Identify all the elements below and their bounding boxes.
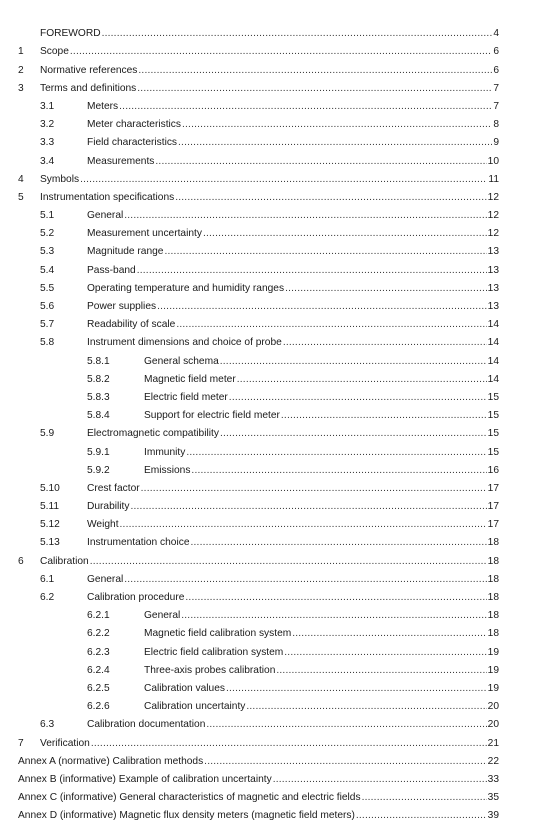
toc-entry-page-number: 11 (488, 173, 499, 185)
toc-entry-page-number: 18 (487, 537, 499, 549)
toc-entry[interactable] (18, 386, 499, 404)
toc-entry-title: Instrumentation choice (87, 537, 190, 549)
dot-leader (119, 101, 492, 113)
toc-entry[interactable] (18, 568, 499, 586)
toc-annex-entry[interactable] (18, 750, 499, 768)
toc-entry-page-number: 18 (487, 573, 499, 585)
toc-entry-page-number: 14 (487, 355, 499, 367)
toc-entry-title: General (144, 610, 181, 622)
toc-entry-number: 5.13 (40, 537, 60, 549)
toc-entry-number: 5.2 (40, 228, 55, 240)
toc-entry[interactable] (18, 659, 499, 677)
dot-leader (226, 683, 487, 695)
toc-entry[interactable] (18, 240, 499, 258)
toc-entry-page-number: 6 (493, 64, 499, 76)
toc-entry[interactable] (18, 640, 499, 658)
toc-entry[interactable] (18, 531, 499, 549)
toc-entry[interactable] (18, 149, 499, 167)
toc-entry[interactable] (18, 131, 499, 149)
toc-entry[interactable] (18, 95, 499, 113)
toc-entry-page-number: 18 (487, 555, 499, 567)
toc-entry-number: 5.9 (40, 428, 55, 440)
toc-entry-page-number: 22 (487, 755, 499, 767)
toc-entry-page-number: 12 (487, 210, 499, 222)
dot-leader (141, 483, 487, 495)
toc-entry-title: Electric field meter (144, 391, 228, 403)
toc-annex-entry[interactable] (18, 804, 499, 822)
toc-entry[interactable] (18, 313, 499, 331)
toc-entry-page-number: 8 (493, 119, 499, 131)
toc-entry-page-number: 15 (487, 446, 499, 458)
toc-entry-page-number: 15 (487, 428, 499, 440)
toc-entry-number: 5.12 (40, 519, 60, 531)
toc-entry-number: 3.4 (40, 155, 55, 167)
toc-entry-title: Calibration procedure (87, 592, 185, 603)
toc-entry[interactable] (18, 622, 499, 640)
toc-entry-title: Crest factor (87, 482, 140, 494)
toc-entry-number: 5.8.3 (87, 391, 110, 403)
dot-leader (229, 392, 487, 404)
toc-entry-number: 5.6 (40, 301, 55, 312)
toc-entry-title: Annex C (informative) General characteristics of magnetic and electric fields (18, 792, 361, 804)
dot-leader (186, 447, 486, 459)
dot-leader (292, 628, 486, 640)
toc-entry-number: 3 (18, 82, 24, 94)
toc-entry-title: Emissions (144, 464, 191, 476)
toc-entry-number: 5.8 (40, 337, 55, 349)
toc-entry-page-number: 14 (487, 373, 499, 385)
dot-leader (91, 738, 487, 750)
dot-leader (356, 810, 487, 822)
toc-entry-title: Support for electric field meter (144, 410, 280, 422)
toc-entry-title: Magnetic field meter (144, 373, 236, 385)
toc-entry[interactable] (18, 731, 499, 749)
toc-entry[interactable] (18, 77, 499, 95)
dot-leader (182, 119, 492, 131)
toc-entry-number: 6.2.1 (87, 610, 110, 622)
toc-entry-title: FOREWORD (40, 28, 101, 40)
toc-entry[interactable] (18, 186, 499, 204)
toc-entry[interactable] (18, 713, 499, 731)
toc-entry-page-number: 7 (493, 82, 499, 94)
toc-entry-page-number: 15 (487, 391, 499, 403)
toc-entry-number: 3.1 (40, 100, 55, 112)
toc-entry-title: Terms and definitions (40, 82, 137, 94)
toc-entry-number: 6.2.5 (87, 682, 110, 694)
toc-entry-number: 6.2.4 (87, 664, 110, 676)
toc-entry-title: Field characteristics (87, 137, 178, 149)
toc-entry-number: 5.3 (40, 246, 55, 258)
toc-entry-title: Measurement uncertainty (87, 228, 202, 240)
toc-entry-number: 6.2.3 (87, 646, 110, 658)
toc-entry-page-number: 17 (487, 482, 499, 494)
toc-entry-title: General (87, 210, 124, 222)
toc-annex-entry[interactable] (18, 786, 499, 804)
toc-entry-number: 3.2 (40, 119, 55, 131)
toc-entry-title: Annex D (informative) Magnetic flux density meters (magnetic field meters) (18, 810, 355, 822)
toc-entry-page-number: 9 (493, 137, 499, 149)
toc-entry-page-number: 20 (487, 701, 499, 713)
toc-entry-number: 6.2.2 (87, 628, 110, 640)
toc-entry-number: 6 (18, 555, 24, 567)
toc-entry-number: 2 (18, 64, 24, 76)
toc-entry-page-number: 35 (487, 792, 499, 804)
toc-entry[interactable] (18, 440, 499, 458)
toc-entry-title: Power supplies (87, 301, 157, 312)
toc-entry[interactable] (18, 113, 499, 131)
toc-entry-title: Electromagnetic compatibility (87, 428, 219, 440)
toc-entry-number: 7 (18, 737, 24, 749)
toc-entry-page-number: 14 (487, 337, 499, 349)
toc-entry[interactable] (18, 604, 499, 622)
toc-entry-title: Symbols (40, 173, 80, 185)
toc-entry-title: Measurements (87, 155, 155, 167)
toc-entry[interactable] (18, 404, 499, 422)
dot-leader (237, 374, 487, 386)
toc-entry[interactable] (18, 222, 499, 240)
toc-entry-title: Operating temperature and humidity ranges (87, 282, 285, 294)
toc-entry-page-number: 12 (487, 228, 499, 240)
toc-entry-page-number: 15 (487, 410, 499, 422)
toc-entry-page-number: 39 (487, 810, 499, 822)
toc-entry[interactable] (18, 40, 499, 58)
toc-entry-page-number: 13 (487, 246, 499, 258)
toc-entry-page-number: 18 (487, 592, 499, 603)
toc-entry-number: 5 (18, 191, 24, 203)
dot-leader (80, 174, 487, 186)
toc-entry-title: Normative references (40, 64, 138, 76)
dot-leader (90, 556, 487, 568)
toc-entry[interactable] (18, 586, 499, 604)
toc-entry-title: Electric field calibration system (144, 646, 284, 658)
toc-entry-title: Weight (87, 519, 119, 531)
toc-entry-title: Calibration documentation (87, 719, 206, 731)
toc-entry-number: 3.3 (40, 137, 55, 149)
toc-entry-title: General (87, 573, 124, 585)
table-of-contents (18, 22, 499, 822)
toc-entry-number: 1 (18, 46, 24, 58)
toc-entry[interactable] (18, 331, 499, 349)
dot-leader (284, 647, 486, 659)
dot-leader (178, 137, 492, 149)
toc-entry-title: Verification (40, 737, 90, 749)
dot-leader (276, 665, 486, 677)
dot-leader (220, 428, 487, 440)
toc-entry-number: 5.8.1 (87, 355, 110, 367)
toc-entry-title: Pass-band (87, 264, 136, 276)
toc-entry-title: Immunity (144, 446, 186, 458)
toc-entry-title: Three-axis probes calibration (144, 664, 276, 676)
toc-entry-number: 5.8.2 (87, 373, 110, 385)
toc-entry-title: Annex B (informative) Example of calibration uncertainty (18, 773, 272, 785)
toc-entry[interactable] (18, 549, 499, 567)
toc-entry-page-number: 17 (487, 501, 499, 513)
toc-entry-page-number: 7 (493, 100, 499, 112)
toc-entry-page-number: 14 (487, 319, 499, 331)
dot-leader (181, 610, 486, 622)
toc-annex-entry[interactable] (18, 768, 499, 786)
dot-leader (120, 519, 487, 531)
dot-leader (137, 265, 487, 277)
toc-entry-title: Instrument dimensions and choice of probe (87, 337, 282, 349)
toc-entry-number: 5.11 (40, 501, 60, 513)
toc-entry-title: Durability (87, 501, 130, 513)
toc-entry-page-number: 12 (487, 191, 499, 203)
dot-leader (362, 792, 487, 804)
toc-entry-number: 6.2.6 (87, 701, 110, 713)
toc-entry[interactable] (18, 168, 499, 186)
dot-leader (204, 756, 486, 768)
dot-leader (283, 337, 487, 349)
toc-entry-number: 5.4 (40, 264, 55, 276)
toc-entry[interactable] (18, 204, 499, 222)
dot-leader (102, 28, 493, 40)
dot-leader (220, 356, 487, 368)
toc-entry-page-number: 13 (487, 282, 499, 294)
toc-entry-page-number: 6 (493, 46, 499, 58)
toc-entry[interactable] (18, 677, 499, 695)
toc-entry-title: Calibration (40, 555, 89, 567)
toc-entry-title: Calibration uncertainty (144, 701, 246, 713)
dot-leader (273, 774, 487, 786)
toc-entry-page-number: 4 (493, 28, 499, 40)
toc-entry-page-number: 21 (487, 737, 499, 749)
toc-entry-number: 6.2 (40, 592, 55, 603)
toc-entry[interactable] (18, 349, 499, 367)
toc-entry-number: 5.9.1 (87, 446, 110, 458)
toc-entry[interactable] (18, 258, 499, 276)
toc-entry-page-number: 33 (487, 773, 499, 785)
toc-entry[interactable] (18, 422, 499, 440)
toc-entry-number: 5.5 (40, 282, 55, 294)
toc-entry-title: Magnetic field calibration system (144, 628, 292, 640)
toc-entry-page-number: 13 (487, 301, 499, 312)
dot-leader (70, 46, 492, 58)
toc-entry[interactable] (18, 22, 499, 40)
dot-leader (175, 192, 486, 204)
toc-entry-title: Readability of scale (87, 319, 176, 331)
dot-leader (155, 156, 486, 168)
toc-entry[interactable] (18, 277, 499, 295)
dot-leader (203, 228, 487, 240)
dot-leader (124, 574, 486, 586)
toc-entry-number: 5.7 (40, 319, 55, 331)
toc-entry-number: 5.9.2 (87, 464, 110, 476)
toc-entry-page-number: 19 (487, 646, 499, 658)
toc-entry[interactable] (18, 477, 499, 495)
toc-entry-page-number: 20 (487, 719, 499, 731)
toc-entry-number: 5.8.4 (87, 410, 110, 422)
toc-entry[interactable] (18, 513, 499, 531)
toc-entry[interactable] (18, 368, 499, 386)
toc-entry-number: 5.1 (40, 210, 55, 222)
toc-entry-page-number: 16 (487, 464, 499, 476)
dot-leader (176, 319, 486, 331)
toc-entry-number: 5.10 (40, 482, 60, 494)
toc-entry-number: 4 (18, 173, 24, 185)
toc-entry-number: 6.3 (40, 719, 55, 731)
toc-entry-title: General schema (144, 355, 219, 367)
toc-entry[interactable] (18, 459, 499, 477)
toc-entry[interactable] (18, 58, 499, 76)
toc-entry-title: Meters (87, 100, 119, 112)
toc-entry-page-number: 18 (487, 628, 499, 640)
toc-entry-number: 6.1 (40, 573, 55, 585)
toc-entry-page-number: 17 (487, 519, 499, 531)
toc-entry-page-number: 19 (487, 682, 499, 694)
dot-leader (191, 465, 486, 477)
dot-leader (191, 537, 487, 549)
dot-leader (285, 283, 487, 295)
dot-leader (281, 410, 487, 422)
dot-leader (137, 83, 492, 95)
dot-leader (164, 246, 486, 258)
dot-leader (130, 501, 486, 513)
toc-entry-page-number: 19 (487, 664, 499, 676)
toc-entry-title: Magnitude range (87, 246, 164, 258)
dot-leader (246, 701, 486, 713)
toc-entry-title: Calibration values (144, 682, 225, 694)
toc-entry[interactable] (18, 295, 499, 313)
toc-entry-title: Scope (40, 46, 69, 58)
dot-leader (157, 301, 487, 313)
toc-entry[interactable] (18, 495, 499, 513)
toc-entry-title: Annex A (normative) Calibration methods (18, 755, 204, 767)
toc-entry-page-number: 13 (487, 264, 499, 276)
dot-leader (185, 592, 486, 604)
dot-leader (138, 65, 492, 77)
toc-entry-page-number: 18 (487, 610, 499, 622)
toc-entry-title: Instrumentation specifications (40, 191, 175, 203)
toc-entry-page-number: 10 (487, 155, 499, 167)
toc-entry-title: Meter characteristics (87, 119, 181, 131)
toc-entry[interactable] (18, 695, 499, 713)
dot-leader (124, 210, 486, 222)
